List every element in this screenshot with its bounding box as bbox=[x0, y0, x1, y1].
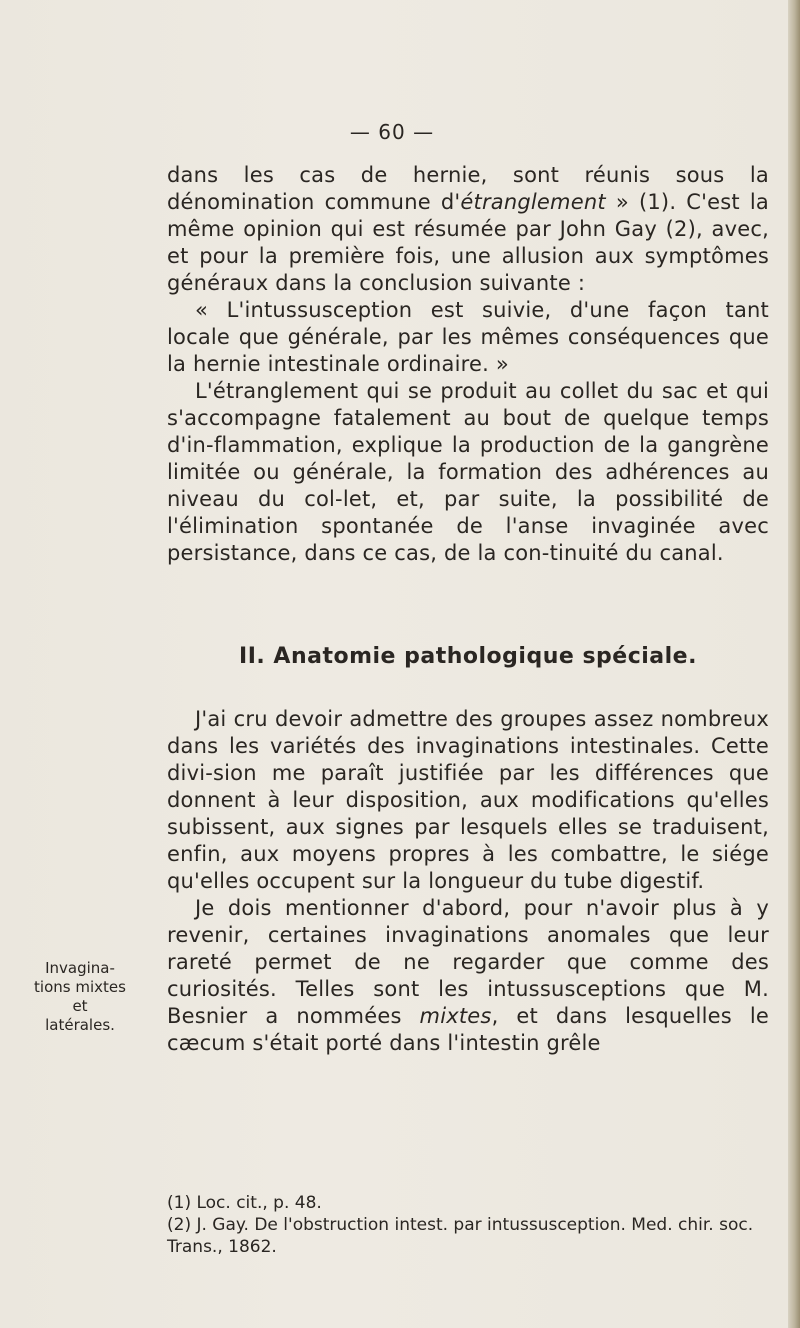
margin-note-line: tions mixtes bbox=[34, 978, 126, 996]
body-text-section bbox=[167, 706, 769, 1057]
quotation-paragraph: « L'intussusception est suivie, d'une façon tant locale que générale, par les mêmes conséquences que la hernie intestinale ordinaire. » bbox=[167, 298, 769, 376]
italic-term-etranglement: étranglement bbox=[460, 190, 606, 214]
paragraph-5-end: , et dans lesquelles le cæcum s'était porté dans l'intestin grêle bbox=[167, 1004, 769, 1055]
page-edge-shadow bbox=[788, 0, 800, 1328]
margin-note-line: latérales. bbox=[45, 1016, 115, 1034]
paragraph-5-start: Je dois mentionner d'abord, pour n'avoir plus à y revenir, certaines invaginations anomales que leur rareté permet de ne regarder que comme des curiosités. Telles sont les intussusceptions que M. Besnier a nommées bbox=[167, 896, 769, 1028]
page-number: — 60 — bbox=[349, 120, 435, 144]
paragraph-1-end: » (1). C'est la même opinion qui est résumée par John Gay (2), avec, et pour la première fois, une allusion aux symptômes généraux dans la conclusion suivante : bbox=[167, 190, 769, 295]
paragraph-continuation bbox=[167, 162, 769, 297]
margin-note-line: et bbox=[72, 997, 88, 1015]
italic-term-mixtes: mixtes bbox=[419, 1004, 492, 1028]
paragraph-etranglement: L'étranglement qui se produit au collet du sac et qui s'accompagne fatalement au bout de quelque temps d'in-flammation, explique la production de la gangrène limitée ou générale, la formation des adhérences au niveau du col-let, et, par suite, la possibilité de l'élimination spontanée de l'anse invaginée avec persistance, dans ce cas, de la con-tinuité du canal. bbox=[167, 379, 769, 565]
paragraph-mixed-invaginations bbox=[167, 895, 769, 1057]
margin-note bbox=[20, 959, 140, 1035]
body-text-top bbox=[167, 162, 769, 567]
section-heading: II. Anatomie pathologique spéciale. bbox=[239, 644, 697, 669]
paragraph-1-start: dans les cas de hernie, sont réunis sous la dénomination commune d' bbox=[167, 163, 769, 214]
paragraph-groups: J'ai cru devoir admettre des groupes assez nombreux dans les variétés des invaginations intestinales. Cette divi-sion me paraît justifiée par les différences que donnent à leur disposition, aux modifications qu'elles subissent, aux signes par lesquels elles se traduisent, enfin, aux moyens propres à les combattre, le siége qu'elles occupent sur la longueur du tube digestif. bbox=[167, 707, 769, 893]
footnote-1: (1) Loc. cit., p. 48. bbox=[167, 1193, 322, 1213]
footnote-2: (2) J. Gay. De l'obstruction intest. par intussusception. Med. chir. soc. Trans., 1862. bbox=[167, 1215, 754, 1257]
footnotes bbox=[167, 1192, 769, 1258]
margin-note-line: Invagina- bbox=[45, 959, 115, 977]
